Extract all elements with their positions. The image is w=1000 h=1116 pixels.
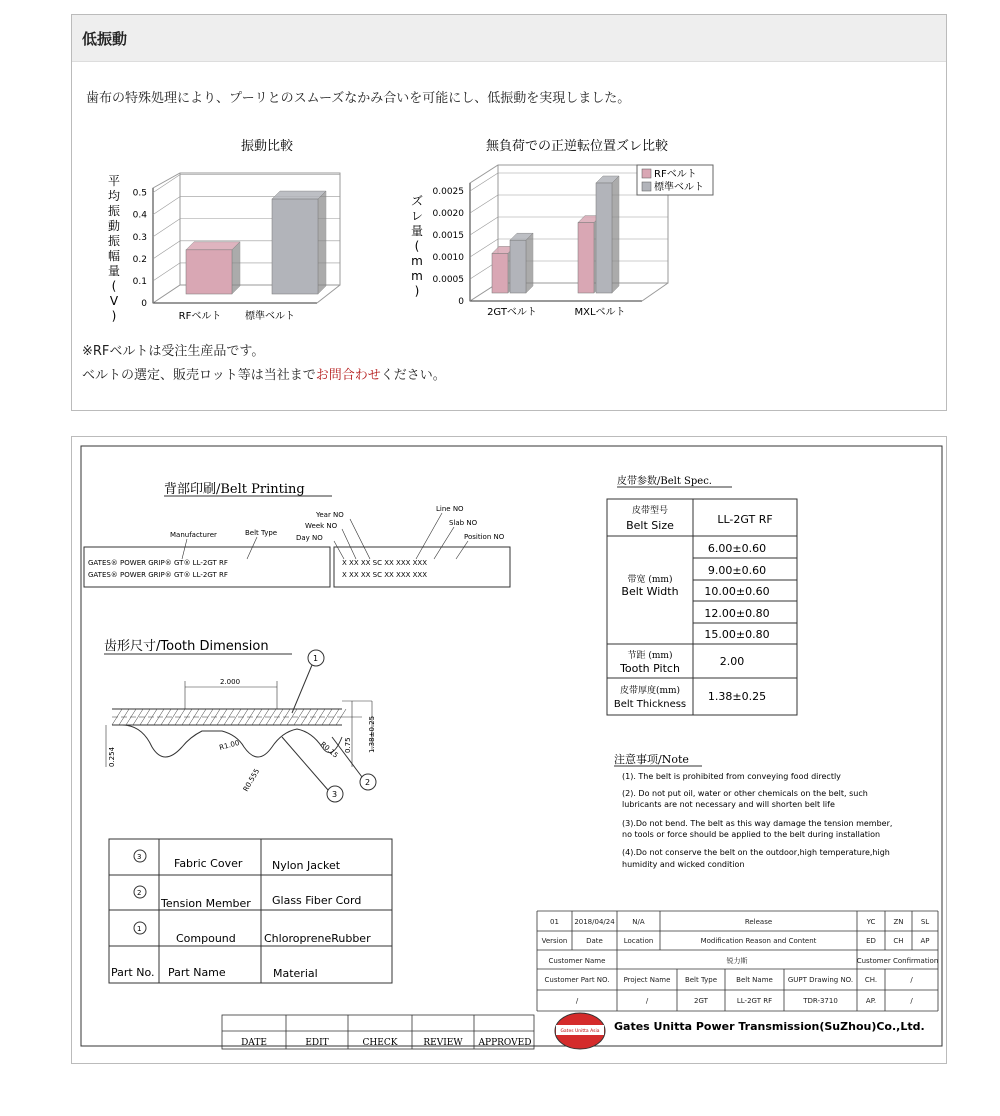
callout-1-label: 1 [313, 654, 319, 663]
tb-row5-0: / [575, 997, 579, 1005]
chart1-ytick: 0.4 [132, 210, 147, 221]
tb-row4-5: CH. [864, 976, 878, 984]
spec-size-en: Belt Size [626, 519, 674, 532]
spec-thickness-en: Belt Thickness [613, 699, 687, 710]
material-value-1: ChloropreneRubber [264, 932, 371, 945]
material-head-no: Part No. [111, 966, 155, 979]
section-title: 低振動 [82, 30, 128, 48]
callout-2-label: 2 [365, 778, 371, 787]
tb-row1-5: ZN [893, 918, 904, 926]
tb-row4-2: Belt Type [684, 976, 718, 984]
material-part-3: Fabric Cover [174, 857, 243, 870]
tb-row5-3: LL-2GT RF [736, 997, 773, 1005]
legend-swatch-standard [642, 182, 651, 191]
dim-pitch: 2.000 [220, 678, 241, 686]
tb-row5-1: / [645, 997, 649, 1005]
material-value-3: Nylon Jacket [272, 859, 341, 872]
note-title: 注意事项/Note [614, 753, 689, 766]
dim-075: 0.75 [344, 737, 352, 753]
note-contact [82, 364, 446, 388]
spec-width-3: 10.00±0.60 [704, 585, 770, 598]
note-3b: no tools or force should be applied to the belt during installation [622, 830, 881, 839]
dim-r015: R0.15 [318, 740, 340, 760]
tb-row5-4: TDR-3710 [803, 997, 838, 1005]
svg-text:m: m [411, 254, 423, 268]
spec-width-2: 9.00±0.60 [707, 564, 767, 577]
tb-row2-5: CH [893, 937, 904, 945]
vibration-section [71, 14, 947, 411]
label-manufacturer: Manufacturer [170, 531, 217, 539]
belt-print-line-2: GATES® POWER GRIP® GT® LL-2GT RF [88, 571, 228, 579]
spec-thickness-value: 1.38±0.25 [707, 690, 767, 703]
spec-thickness-cn: 皮带厚度(mm) [619, 686, 681, 696]
tb-row1-2: N/A [632, 918, 645, 926]
signoff-check: CHECK [362, 1038, 398, 1048]
tb-row3-2: Customer Confirmation [856, 957, 939, 965]
svg-text:V: V [109, 294, 119, 308]
note-2a: (2). Do not put oil, water or other chemicals on the belt, such [622, 789, 868, 798]
label-slab: Slab NO [449, 519, 478, 527]
material-no-1: 1 [137, 925, 142, 933]
signoff-review: REVIEW [423, 1038, 463, 1048]
chart2-ytick: 0.0005 [432, 275, 464, 285]
belt-code-line-2: X XX XX SC XX XXX XXX [342, 571, 428, 579]
chart1-bar-1 [272, 191, 326, 294]
svg-text:振: 振 [107, 204, 121, 218]
tooth-dimension-title: 齿形尺寸/Tooth Dimension [104, 639, 269, 654]
dim-138: 1.38±0.25 [368, 715, 376, 753]
title-block [537, 911, 938, 1011]
material-head-part: Part Name [168, 966, 226, 979]
section-header [72, 15, 946, 62]
svg-text:(: ( [414, 239, 420, 253]
svg-text:振: 振 [107, 234, 121, 248]
spec-pitch-value: 2.00 [719, 655, 745, 668]
note-1: (1). The belt is prohibited from conveying food directly [622, 772, 841, 781]
tb-row1-4: YC [866, 918, 876, 926]
section-intro: 歯布の特殊処理により、プーリとのスムーズなかみ合いを可能にし、低振動を実現しました。 [86, 91, 631, 106]
callout-3-label: 3 [332, 790, 338, 799]
chart1-ylabel [108, 174, 120, 323]
chart1-ytick: 0 [141, 299, 147, 309]
label-day: Day NO [296, 534, 323, 542]
chart1-xlabel-0: RFベルト [178, 311, 222, 322]
svg-text:): ) [111, 309, 117, 323]
tb-row2-6: AP [920, 937, 930, 945]
note-2b: lubricants are not necessary and will shorten belt life [622, 800, 835, 809]
tb-row5-2: 2GT [694, 997, 708, 1005]
label-week: Week NO [305, 522, 338, 530]
spec-pitch-en: Tooth Pitch [620, 662, 680, 675]
dim-r0555: R0.555 [241, 767, 262, 793]
belt-code-line-1: X XX XX SC XX XXX XXX [342, 559, 428, 567]
legend-label-rf: RFベルト [654, 169, 697, 180]
note-made-to-order: ※RFベルトは受注生産品です。 [82, 344, 265, 359]
belt-strip-left [84, 547, 330, 587]
spec-pitch-cn: 节距 (mm) [627, 651, 673, 661]
chart1-bar-0 [186, 242, 240, 294]
chart2-title: 無負荷での正逆転位置ズレ比較 [485, 139, 669, 154]
tb-row2-0: Version [541, 937, 568, 945]
tb-row3-1: 锐力斯 [726, 957, 748, 965]
svg-text:動: 動 [107, 219, 121, 233]
charts [72, 133, 946, 353]
dim-0254: 0.254 [108, 746, 116, 767]
spec-width-1: 6.00±0.60 [707, 542, 767, 555]
signoff-edit: EDIT [305, 1038, 329, 1048]
engineering-drawing [71, 436, 947, 1064]
chart2-ytick: 0 [458, 297, 464, 307]
note-contact-suffix: ください。 [380, 368, 446, 383]
note-4a: (4).Do not conserve the belt on the outdoor,high temperature,high [622, 848, 890, 857]
tb-row4-1: Project Name [623, 976, 671, 984]
signoff-approved: APPROVED [478, 1038, 532, 1048]
spec-width-cn: 带宽 (mm) [627, 575, 673, 585]
svg-text:幅: 幅 [107, 249, 121, 263]
svg-text:レ: レ [410, 209, 424, 223]
materials-table [109, 839, 392, 983]
tooth-profile [106, 650, 376, 802]
svg-text:ズ: ズ [410, 194, 424, 208]
tb-row3-0: Customer Name [548, 957, 606, 965]
tb-row4-0: Customer Part NO. [544, 976, 610, 984]
label-belt-type: Belt Type [245, 529, 278, 537]
legend-swatch-rf [642, 169, 651, 178]
tb-row2-1: Date [586, 937, 603, 945]
chart2-ylabel [411, 194, 423, 298]
tb-row1-1: 2018/04/24 [574, 918, 615, 926]
tb-row1-0: 01 [550, 918, 559, 926]
belt-print-line-1: GATES® POWER GRIP® GT® LL-2GT RF [88, 559, 228, 567]
tb-row2-2: Location [623, 937, 654, 945]
chart1-title: 振動比較 [240, 139, 294, 154]
svg-text:量: 量 [107, 264, 121, 278]
spec-size-cn: 皮带型号 [631, 506, 669, 516]
spec-width-en: Belt Width [621, 585, 679, 598]
spec-width-4: 12.00±0.80 [704, 607, 770, 620]
spec-width-5: 15.00±0.80 [704, 628, 770, 641]
material-part-1: Compound [176, 932, 236, 945]
dim-r100: R1.00 [218, 738, 241, 752]
chart1-ytick: 0.1 [132, 276, 147, 287]
chart1-ytick: 0.3 [132, 232, 147, 243]
section-notes [82, 340, 446, 388]
signoff-date: DATE [241, 1038, 267, 1048]
tb-row1-3: Release [744, 918, 773, 926]
spec-size-value: LL-2GT RF [717, 513, 773, 526]
legend-label-standard: 標準ベルト [654, 182, 704, 193]
tb-row2-4: ED [866, 937, 876, 945]
tb-row4-6: / [910, 976, 913, 984]
svg-text:m: m [411, 269, 423, 283]
contact-link[interactable]: お問合わせ [315, 368, 381, 383]
chart2-xlabel-0: 2GTベルト [487, 307, 537, 318]
svg-text:平: 平 [107, 174, 121, 188]
logo-text: Gates Unitta Asia [560, 1029, 600, 1034]
svg-text:): ) [414, 284, 420, 298]
tb-row4-4: GUPT Drawing NO. [787, 976, 854, 984]
chart2-ytick: 0.0015 [432, 231, 464, 241]
chart1-ytick: 0.2 [132, 254, 147, 265]
svg-text:(: ( [111, 279, 117, 293]
chart-vibration [108, 138, 340, 323]
note-contact-prefix: ベルトの選定、販売ロット等は当社まで [82, 368, 316, 383]
note-4b: humidity and wicked condition [622, 860, 745, 869]
chart2-ytick: 0.0025 [432, 187, 464, 197]
chart2-bar-1-1 [596, 176, 619, 293]
belt-strip-right [334, 547, 510, 587]
tb-row1-6: SL [920, 918, 930, 926]
chart1-xlabel-1: 標準ベルト [245, 311, 295, 322]
svg-text:均: 均 [107, 189, 121, 203]
material-part-2: Tension Member [161, 897, 251, 910]
note-3a: (3).Do not bend. The belt as this way damage the tension member, [622, 819, 893, 828]
material-head-material: Material [273, 967, 318, 980]
belt-printing-title: 背部印刷/Belt Printing [164, 482, 305, 497]
label-line: Line NO [436, 505, 464, 513]
material-no-2: 2 [137, 889, 142, 897]
svg-text:量: 量 [410, 224, 424, 238]
spec-title: 皮带参数/Belt Spec. [617, 476, 712, 487]
material-no-3: 3 [137, 853, 142, 861]
chart2-bar-0-1 [510, 233, 533, 293]
tb-row5-6: / [910, 997, 913, 1005]
label-year: Year NO [316, 511, 344, 519]
chart2-ytick: 0.0010 [432, 253, 464, 263]
tb-row2-3: Modification Reason and Content [700, 937, 817, 945]
chart1-ytick: 0.5 [132, 188, 147, 199]
chart2-ytick: 0.0020 [432, 209, 464, 219]
company-name: Gates Unitta Power Transmission(SuZhou)Co.,Ltd. [614, 1020, 925, 1033]
tb-row4-3: Belt Name [736, 976, 773, 984]
chart2-xlabel-1: MXLベルト [574, 307, 626, 318]
material-value-2: Glass Fiber Cord [272, 894, 362, 907]
chart-position-error [411, 138, 713, 318]
drawing-canvas [72, 437, 946, 1063]
tb-row5-5: AP. [865, 997, 877, 1005]
label-position: Position NO [464, 533, 505, 541]
